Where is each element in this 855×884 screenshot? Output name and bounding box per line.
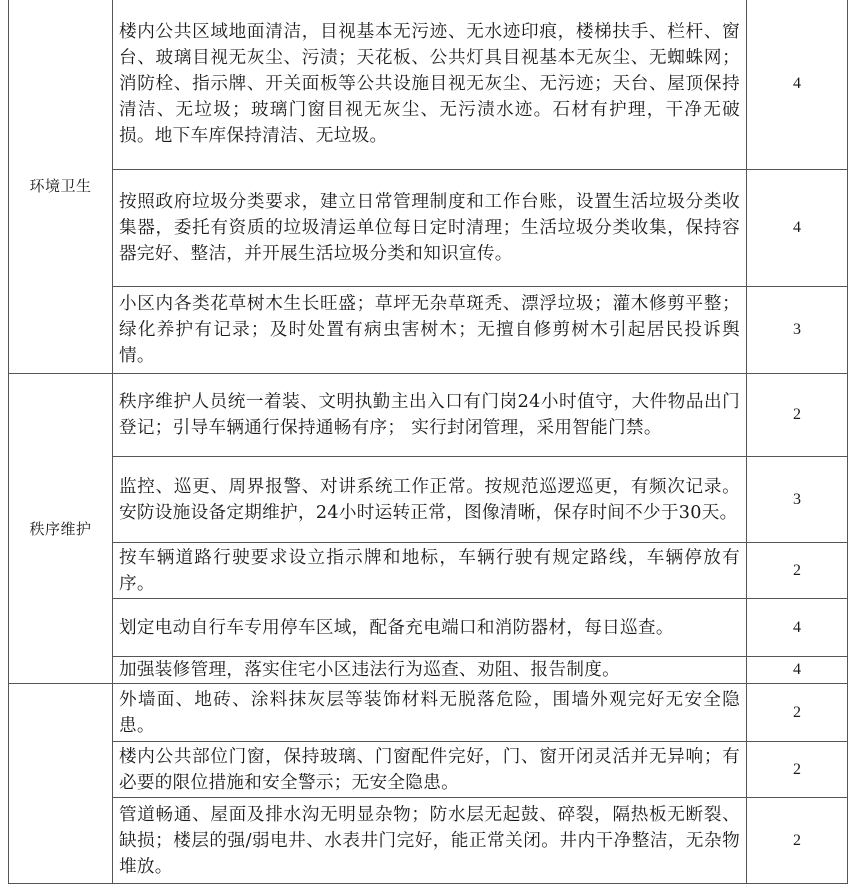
- requirement-cell: 小区内各类花草树木生长旺盛；草坪无杂草斑秃、漂浮垃圾；灌木修剪平整；绿化养护有记录；及时处置有病虫害树木；无擅自修剪树木引起居民投诉舆情。: [113, 287, 747, 374]
- score-cell: 4: [747, 599, 848, 657]
- score-cell: 2: [747, 742, 848, 798]
- requirement-cell: 管道畅通、屋面及排水沟无明显杂物；防水层无起鼓、碎裂，隔热板无断裂、缺损；楼层的强/弱电井、水表井门完好，能正常关闭。井内干净整洁，无杂物堆放。: [113, 798, 747, 884]
- table-row: [9, 657, 848, 684]
- score-cell: 4: [747, 170, 848, 287]
- score-cell: 2: [747, 684, 848, 742]
- table-row: [9, 0, 848, 170]
- requirement-cell: 按车辆道路行驶要求设立指示牌和地标，车辆行驶有规定路线，车辆停放有序。: [113, 543, 747, 599]
- score-cell: 3: [747, 287, 848, 374]
- requirement-cell: 秩序维护人员统一着装、文明执勤主出入口有门岗24小时值守，大件物品出门登记；引导车辆通行保持通畅有序； 实行封闭管理，采用智能门禁。: [113, 374, 747, 457]
- table-row: [9, 287, 848, 374]
- requirement-cell: 楼内公共部位门窗，保持玻璃、门窗配件完好，门、窗开闭灵活并无异响；有必要的限位措施和安全警示；无安全隐患。: [113, 742, 747, 798]
- requirement-cell: 监控、巡更、周界报警、对讲系统工作正常。按规范巡逻巡更，有频次记录。安防设施设备定期维护，24小时运转正常，图像清晰，保存时间不少于30天。: [113, 457, 747, 543]
- category-cell: 秩序维护: [9, 374, 113, 684]
- score-cell: 4: [747, 657, 848, 684]
- table-row: [9, 742, 848, 798]
- category-cell: 环境卫生: [9, 0, 113, 374]
- requirement-cell: 楼内公共区域地面清洁，目视基本无污迹、无水迹印痕，楼梯扶手、栏杆、窗台、玻璃目视无灰尘、污渍；天花板、公共灯具目视基本无灰尘、无蜘蛛网；消防栓、指示牌、开关面板等公共设施目视无灰尘、无污迹；天台、屋顶保持清洁、无垃圾；玻璃门窗目视无灰尘、无污渍水迹。石材有护理，干净无破损。地下车库保持清洁、无垃圾。: [113, 0, 747, 170]
- score-cell: 4: [747, 0, 848, 170]
- table-row: [9, 684, 848, 742]
- requirement-cell: 外墙面、地砖、涂料抹灰层等装饰材料无脱落危险，围墙外观完好无安全隐患。: [113, 684, 747, 742]
- requirement-cell: 划定电动自行车专用停车区域，配备充电端口和消防器材，每日巡查。: [113, 599, 747, 657]
- table-row: [9, 374, 848, 457]
- requirement-cell: 加强装修管理，落实住宅小区违法行为巡查、劝阻、报告制度。: [113, 657, 747, 684]
- score-table: [8, 0, 848, 884]
- table-row: [9, 543, 848, 599]
- requirement-cell: 按照政府垃圾分类要求，建立日常管理制度和工作台账，设置生活垃圾分类收集器，委托有资质的垃圾清运单位每日定时清理；生活垃圾分类收集，保持容器完好、整洁，并开展生活垃圾分类和知识宣传。: [113, 170, 747, 287]
- category-cell: [9, 684, 113, 884]
- table-row: [9, 599, 848, 657]
- table-row: [9, 457, 848, 543]
- table-row: [9, 170, 848, 287]
- table-row: [9, 798, 848, 884]
- score-cell: 2: [747, 798, 848, 884]
- score-cell: 2: [747, 543, 848, 599]
- score-cell: 2: [747, 374, 848, 457]
- score-cell: 3: [747, 457, 848, 543]
